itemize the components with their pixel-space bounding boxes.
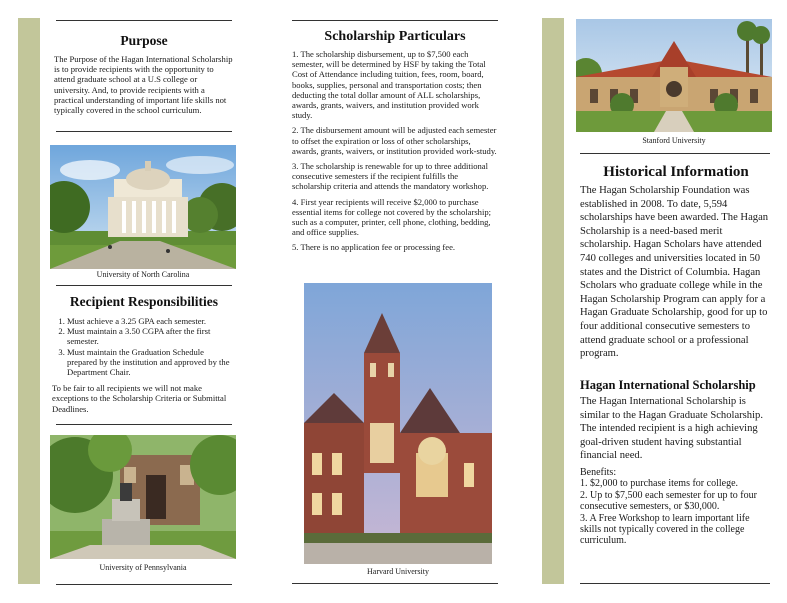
divider xyxy=(580,583,770,584)
divider xyxy=(56,20,232,21)
international-text: The Hagan International Scholarship is similar to the Hagan Graduate Scholarship. The intended recipient is a high achieving goal-driven student having substantial financial need. xyxy=(580,396,763,462)
right-accent-band xyxy=(542,18,564,584)
benefit-item: 3. A Free Workshop to learn important life skills not typically covered in the college curriculum. xyxy=(580,512,750,547)
particulars-item: 4. First year recipients will receive $2,000 to purchase essential items for college not covered by the scholarship; such as a computer, printer, cell phone, clothing, bedding, and office supplies. xyxy=(292,196,492,238)
particulars-item: 2. The disbursement amount will be adjusted each semester to offset the expiration or loss of other scholarships, awards, grants, waivers, or institution provided work-study. xyxy=(292,125,497,156)
harvard-photo xyxy=(304,283,492,564)
stanford-photo xyxy=(576,19,772,132)
divider xyxy=(580,153,770,154)
particulars-heading: Scholarship Particulars xyxy=(324,29,466,44)
divider xyxy=(56,584,232,585)
unc-caption: University of North Carolina xyxy=(96,270,190,279)
history-heading: Historical Information xyxy=(603,164,749,180)
harvard-caption: Harvard University xyxy=(367,567,429,576)
purpose-section xyxy=(54,33,234,115)
divider xyxy=(56,285,232,286)
international-section xyxy=(580,378,772,547)
international-heading: Hagan International Scholarship xyxy=(580,378,756,392)
divider xyxy=(292,20,498,21)
divider xyxy=(56,131,232,132)
responsibilities-note: To be fair to all recipients we will not make exceptions to the Scholarship Criteria or Submittal Deadlines. xyxy=(52,383,227,414)
benefits-label: Benefits: xyxy=(580,466,617,478)
benefit-item: 1. $2,000 to purchase items for college. xyxy=(580,478,739,490)
responsibilities-heading: Recipient Responsibilities xyxy=(69,294,219,309)
divider xyxy=(56,424,232,425)
purpose-text: The Purpose of the Hagan International Scholarship is to provide recipients with the opportunity to attend graduate school at a U.S college or university. And, to provide recipients with a practical understanding of important life skills not typically covered in the school curriculum. xyxy=(54,54,233,116)
list-item: 2. Must maintain a 3.50 CGPA after the first semester. xyxy=(67,326,236,346)
left-accent-band xyxy=(18,18,40,584)
history-section xyxy=(580,164,772,361)
particulars-item: 5. There is no application fee or processing fee. xyxy=(292,242,456,253)
stanford-caption: Stanford University xyxy=(642,136,706,145)
purpose-heading: Purpose xyxy=(120,33,168,48)
penn-photo xyxy=(50,435,236,559)
responsibilities-section xyxy=(52,294,236,414)
particulars-section xyxy=(292,29,498,253)
list-item: 3. Must maintain the Graduation Schedule prepared by the institution and approved by the Department Chair. xyxy=(67,347,236,378)
particulars-item: 1. The scholarship disbursement, up to $7,500 each semester, will be determined by HSF by taking the Total Cost of Attendance including tuition, fees, room, board, books, supplies, personal and transportation costs; then deducting the total dollar amount of ALL scholarships, awards, grants, waivers, and institution provided work study. xyxy=(292,49,486,121)
unc-photo xyxy=(50,145,236,269)
responsibilities-list xyxy=(52,316,236,377)
list-item: 1. Must achieve a 3.25 GPA each semester. xyxy=(67,316,236,326)
benefit-item: 2. Up to $7,500 each semester for up to four consecutive semesters, or $30,000. xyxy=(580,489,757,513)
divider xyxy=(292,583,498,584)
penn-caption: University of Pennsylvania xyxy=(99,563,187,572)
particulars-item: 3. The scholarship is renewable for up to three additional consecutive semesters if the recipient fulfills the scholarship criteria and attends the mandatory workshop. xyxy=(292,161,489,192)
history-text: The Hagan Scholarship Foundation was established in 2008. To date, 5,594 scholarships have been awarded. The Hagan Scholarship is a need-based merit scholarship. Hagan Scholars have attended 740 colleges and universities located in 50 states and the District of Columbia. Hagan Scholars who graduate college while in the Hagan Scholarship Program can apply for a Hagan Graduate Scholarship, good for up to four additional consecutive semesters to attend graduate school or a professional program. xyxy=(580,185,769,360)
